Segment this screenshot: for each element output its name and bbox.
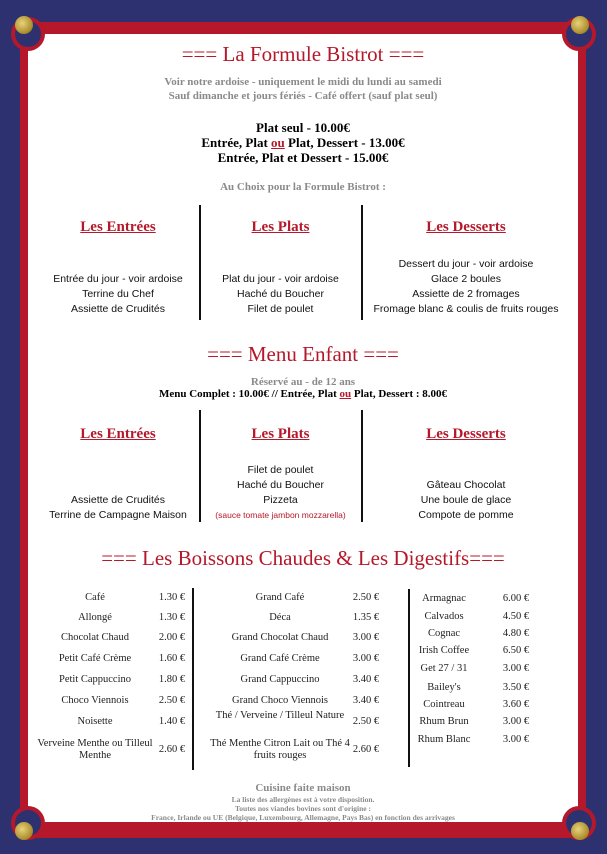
column-heading: Les Desserts xyxy=(426,426,506,442)
drink-price: 3.50 € xyxy=(502,682,530,693)
drink-price: 1.40 € xyxy=(158,716,186,727)
drink-price: 3.40 € xyxy=(352,674,380,685)
drink-price: 3.00 € xyxy=(502,663,530,674)
menu-item: Filet de poulet xyxy=(247,303,314,315)
drink-name: Petit Café Crème xyxy=(58,653,132,664)
menu-item: Terrine du Chef xyxy=(82,288,154,300)
drink-price: 4.50 € xyxy=(502,611,530,622)
menu-item-list xyxy=(354,478,578,523)
formule-info xyxy=(28,75,578,103)
formule-info-line: Sauf dimanche et jours fériés - Café offert (sauf plat seul) xyxy=(168,90,438,102)
drink-name: Rhum Brun xyxy=(419,716,469,727)
drink-price: 2.00 € xyxy=(158,632,186,643)
drink-name: Rhum Blanc xyxy=(417,734,471,745)
drink-price: 2.50 € xyxy=(158,695,186,706)
menu-item: Une boule de glace xyxy=(420,494,512,506)
menu-item: Fromage blanc & coulis de fruits rouges xyxy=(373,303,559,315)
menu-item: Haché du Boucher xyxy=(237,479,324,491)
drink-name: Grand Cappuccino xyxy=(240,674,320,685)
drink-name: Bailey's xyxy=(427,682,461,693)
menu-item-list xyxy=(354,257,578,317)
drink-name: Armagnac xyxy=(422,593,466,604)
footer-line: Toutes nos viandes bovines sont d'origine : xyxy=(234,804,371,813)
menu-item: Terrine de Campagne Maison xyxy=(49,509,187,521)
drink-name: Grand Café xyxy=(255,592,305,603)
drink-price: 2.60 € xyxy=(158,744,186,755)
menu-item: Plat du jour - voir ardoise xyxy=(222,273,339,285)
drink-price: 1.80 € xyxy=(158,674,186,685)
price-text: Plat, Dessert : 8.00€ xyxy=(351,388,448,400)
drink-price: 3.00 € xyxy=(502,716,530,727)
price-text: Entrée, Plat xyxy=(201,135,272,150)
footer-title: Cuisine faite maison xyxy=(255,782,351,794)
price-line: Plat seul - 10.00€ xyxy=(256,120,350,135)
drink-name: Noisette xyxy=(77,716,113,727)
drink-name: Get 27 / 31 xyxy=(420,663,468,674)
brass-stud-icon xyxy=(15,16,33,34)
drink-name: Grand Chocolat Chaud xyxy=(231,632,329,643)
footer-line: La liste des allergènes est à votre disposition. xyxy=(231,795,375,804)
menu-item-list xyxy=(30,272,206,317)
drink-name: Cointreau xyxy=(423,699,465,710)
drink-price: 2.60 € xyxy=(352,744,380,755)
drink-name: Thé Menthe Citron Lait ou Thé 4 fruits rouges xyxy=(210,738,350,761)
boissons-title: === Les Boissons Chaudes & Les Digestifs=== xyxy=(101,546,505,570)
drink-name: Petit Cappuccino xyxy=(58,674,132,685)
menu-item: Filet de poulet xyxy=(247,464,314,476)
column-heading: Les Entrées xyxy=(80,219,156,235)
menu-item: Compote de pomme xyxy=(418,509,514,521)
menu-item: Assiette de 2 fromages xyxy=(412,288,520,300)
price-text: Menu Complet : 10.00€ // Entrée, Plat xyxy=(158,388,340,400)
column-heading: Les Plats xyxy=(251,426,310,442)
brass-stud-icon xyxy=(571,16,589,34)
drink-name: Chocolat Chaud xyxy=(61,632,129,643)
drink-price: 1.30 € xyxy=(158,612,186,623)
ou-text: ou xyxy=(271,135,285,150)
drink-name: Déca xyxy=(269,612,291,623)
menu-item: Gâteau Chocolat xyxy=(426,479,506,491)
menu-item-list xyxy=(30,493,206,523)
price-line: Entrée, Plat et Dessert - 15.00€ xyxy=(217,150,389,165)
drink-name: Choco Viennois xyxy=(61,695,129,706)
formule-prices xyxy=(28,120,578,165)
drink-price: 2.50 € xyxy=(352,716,380,727)
brass-stud-icon xyxy=(15,822,33,840)
drink-price: 6.50 € xyxy=(502,645,530,656)
menu-item: Pizzeta xyxy=(263,494,298,506)
drink-name: Thé / Verveine / Tilleul Nature xyxy=(215,710,345,721)
brass-stud-icon xyxy=(571,822,589,840)
drink-name: Café xyxy=(85,592,105,603)
formule-title: === La Formule Bistrot === xyxy=(181,42,425,66)
menu-item: Assiette de Crudités xyxy=(71,494,165,506)
drink-name: Calvados xyxy=(424,611,464,622)
column-heading: Les Entrées xyxy=(80,426,156,442)
enfant-complet xyxy=(28,388,578,400)
drink-price: 3.60 € xyxy=(502,699,530,710)
menu-item: Dessert du jour - voir ardoise xyxy=(398,258,534,270)
drink-price: 3.00 € xyxy=(502,734,530,745)
column-divider xyxy=(192,588,194,770)
menu-item-note: (sauce tomate jambon mozzarella) xyxy=(215,510,346,520)
drink-name: Verveine Menthe ou Tilleul Menthe xyxy=(37,738,153,761)
enfant-title: === Menu Enfant === xyxy=(207,342,399,366)
menu-item: Glace 2 boules xyxy=(430,273,502,285)
drink-price: 1.35 € xyxy=(352,612,380,623)
price-line xyxy=(28,135,578,150)
enfant-reserve: Réservé au - de 12 ans xyxy=(250,376,356,388)
drink-price: 3.00 € xyxy=(352,632,380,643)
column-heading: Les Desserts xyxy=(426,219,506,235)
menu-item: Entrée du jour - voir ardoise xyxy=(53,273,183,285)
drink-price: 3.00 € xyxy=(352,653,380,664)
drink-price: 3.40 € xyxy=(352,695,380,706)
drink-price: 6.00 € xyxy=(502,593,530,604)
drink-price: 4.80 € xyxy=(502,628,530,639)
drink-price: 1.60 € xyxy=(158,653,186,664)
footer-line: France, Irlande ou UE (Belgique, Luxembourg, Allemagne, Pays Bas) en fonction des arrivages xyxy=(151,813,455,822)
drink-name: Grand Café Crème xyxy=(240,653,320,664)
footer-notes xyxy=(28,795,578,822)
drink-name: Grand Choco Viennois xyxy=(232,695,328,706)
drink-price: 1.30 € xyxy=(158,592,186,603)
formule-info-line: Voir notre ardoise - uniquement le midi du lundi au samedi xyxy=(164,76,442,88)
drink-name: Irish Coffee xyxy=(418,645,470,656)
drink-name: Allongé xyxy=(78,612,112,623)
drink-name: Cognac xyxy=(427,628,461,639)
price-text: Plat, Dessert - 13.00€ xyxy=(284,135,405,150)
column-heading: Les Plats xyxy=(251,219,310,235)
menu-item-list xyxy=(192,272,369,317)
menu-item: Assiette de Crudités xyxy=(71,303,165,315)
ou-text: ou xyxy=(339,388,352,400)
menu-item: Haché du Boucher xyxy=(237,288,324,300)
drink-price: 2.50 € xyxy=(352,592,380,603)
menu-item-list xyxy=(192,463,369,523)
formule-choix: Au Choix pour la Formule Bistrot : xyxy=(220,181,386,193)
